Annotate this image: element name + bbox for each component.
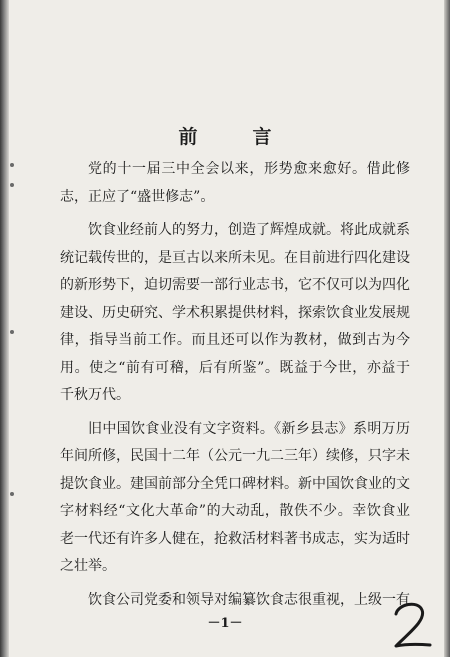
text-line: 提饮食业。建国前部分全凭口碑材料。新中国饮食业的文 — [60, 475, 410, 492]
body-text — [32, 156, 410, 620]
paragraph-3 — [32, 416, 410, 581]
text-line: 志，正应了“盛世修志”。 — [60, 188, 215, 205]
paragraph-2 — [32, 217, 410, 410]
text-line: 律，指导当前工作。而且还可以作为教材，做到古为今 — [60, 332, 410, 348]
text-line: 用。使之“前有可稽，后有所鉴”。既益于今世，亦益于 — [60, 359, 410, 376]
text-line: 之壮举。 — [60, 558, 116, 574]
binding-hole-mark — [10, 492, 14, 496]
binding-hole-mark — [10, 183, 14, 187]
text-line: 千秋万代。 — [60, 387, 130, 403]
text-line: 的新形势下，迫切需要一部行业志书，它不仅可以为四化 — [60, 277, 410, 293]
text-line: 年间所修，民国十二年（公元一九二三年）续修，只字未 — [60, 448, 410, 464]
handwritten-page-number — [388, 598, 436, 654]
text-line: 旧中国饮食业没有文字资料。《新乡县志》系明万历 — [88, 420, 410, 437]
page-title: 前 言 — [178, 126, 290, 148]
binding-hole-mark — [10, 163, 14, 167]
text-line: 党的十一届三中全会以来，形势愈来愈好。借此修 — [88, 161, 410, 177]
text-line: 统记载传世的，是亘古以来所未见。在目前进行四化建设 — [60, 249, 410, 266]
paragraph-1 — [32, 156, 410, 211]
text-line: 建设、历史研究、学术积累提供材料，探索饮食业发展规 — [60, 304, 410, 321]
text-line: 老一代还有许多人健在，抢救活材料著书成志，实为适时 — [60, 530, 410, 547]
paragraph-4 — [32, 587, 410, 615]
page-edge-shadow — [444, 0, 450, 657]
page-number: －1－ — [207, 616, 243, 631]
text-line: 字材料经“文化大革命”的大动乱，散佚不少。幸饮食业 — [60, 503, 410, 519]
page-binding-shadow — [0, 0, 9, 657]
text-line: 饮食业经前人的努力，创造了辉煌成就。将此成就系 — [88, 222, 410, 238]
binding-hole-mark — [10, 330, 14, 334]
text-line: 饮食公司党委和领导对编纂饮食志很重视，上级一有 — [88, 591, 410, 608]
